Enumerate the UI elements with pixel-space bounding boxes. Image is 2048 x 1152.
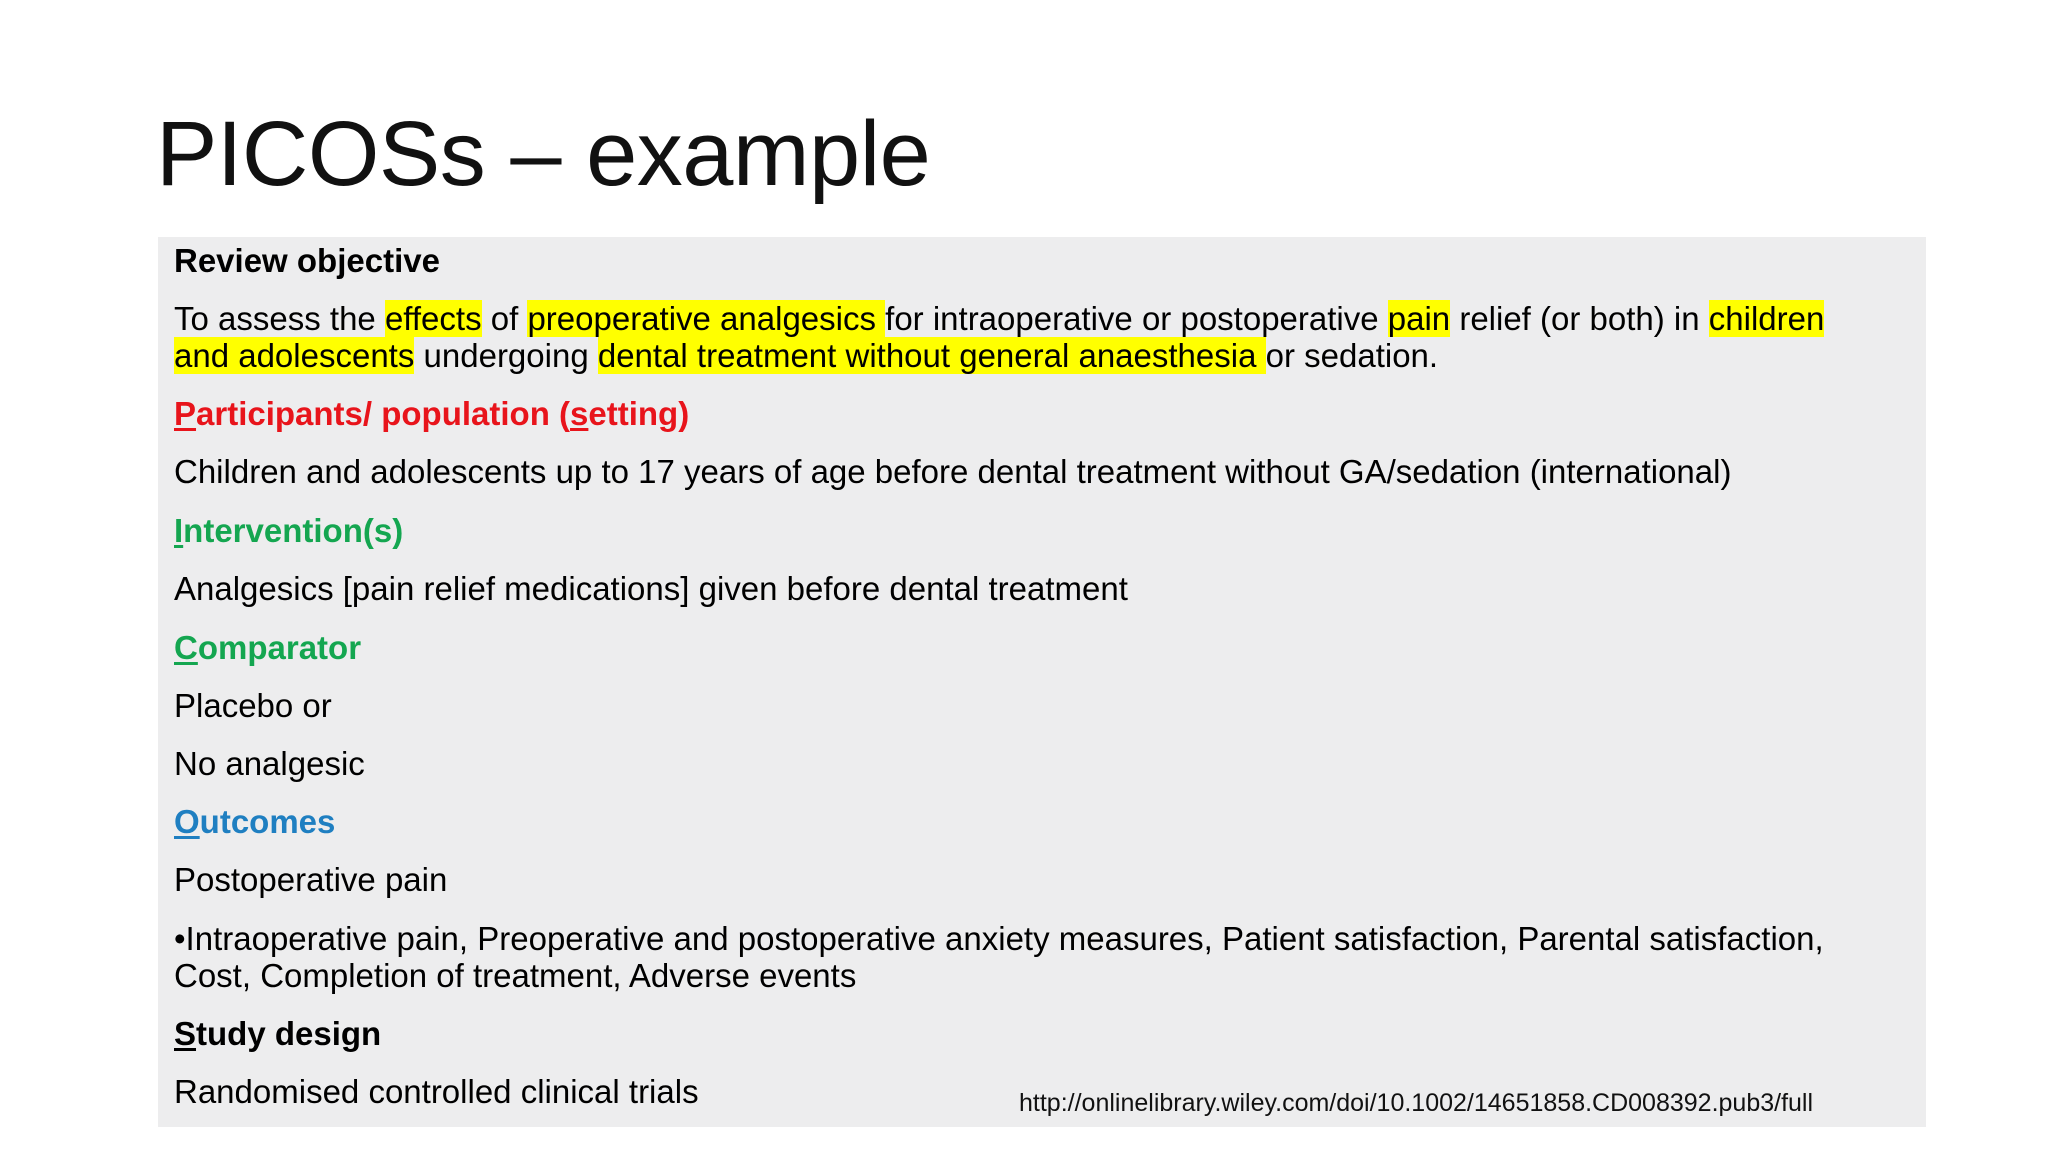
study-design-text: Randomised controlled clinical trials bbox=[174, 1073, 699, 1110]
comparator-item: Placebo or bbox=[174, 687, 332, 724]
comparator-heading bbox=[174, 629, 361, 666]
highlighted-phrase: dental treatment without general anaesthesia bbox=[597, 337, 1266, 374]
outcomes-heading-rest: utcomes bbox=[199, 803, 336, 840]
text-segment: undergoing bbox=[414, 337, 598, 374]
intervention-heading bbox=[174, 512, 403, 549]
heading-text-segment: articipants/ population ( bbox=[196, 395, 571, 432]
study-design-heading-initial: S bbox=[174, 1015, 197, 1052]
comparator-item: No analgesic bbox=[174, 745, 365, 782]
text-segment: of bbox=[481, 300, 528, 337]
intervention-heading-rest: ntervention(s) bbox=[183, 512, 404, 549]
text-segment: relief (or both) in bbox=[1450, 300, 1709, 337]
review-objective-heading: Review objective bbox=[174, 242, 440, 279]
outcomes-primary: Postoperative pain bbox=[174, 861, 448, 898]
comparator-heading-rest: omparator bbox=[197, 629, 362, 666]
highlighted-phrase: children bbox=[1708, 300, 1825, 337]
comparator-heading-initial: C bbox=[174, 629, 198, 666]
heading-text-segment: etting) bbox=[588, 395, 690, 432]
highlighted-phrase: pain bbox=[1387, 300, 1451, 337]
heading-initial-letter: P bbox=[174, 395, 197, 432]
review-objective-line-2 bbox=[174, 337, 1438, 374]
highlighted-phrase: and adolescents bbox=[174, 337, 415, 374]
outcomes-heading-initial: O bbox=[174, 803, 200, 840]
intervention-text: Analgesics [pain relief medications] given before dental treatment bbox=[174, 570, 1128, 607]
intervention-heading-initial: I bbox=[174, 512, 184, 549]
picos-content-box bbox=[158, 237, 1926, 1127]
study-design-heading bbox=[174, 1015, 381, 1052]
heading-initial-letter: s bbox=[570, 395, 589, 432]
outcomes-heading bbox=[174, 803, 335, 840]
text-segment: for intraoperative or postoperative bbox=[885, 300, 1388, 337]
review-objective-line-1 bbox=[174, 300, 1824, 337]
slide-title: PICOSs – example bbox=[156, 103, 931, 205]
participants-text: Children and adolescents up to 17 years of age before dental treatment without GA/sedation (international) bbox=[174, 453, 1732, 490]
text-segment: or sedation. bbox=[1265, 337, 1439, 374]
study-design-heading-rest: tudy design bbox=[196, 1015, 382, 1052]
highlighted-phrase: effects bbox=[384, 300, 482, 337]
outcomes-secondary-line-2: Cost, Completion of treatment, Adverse events bbox=[174, 957, 857, 994]
outcomes-secondary-line-1: •Intraoperative pain, Preoperative and postoperative anxiety measures, Patient satisfaction, Parental satisfaction, bbox=[174, 920, 1824, 957]
highlighted-phrase: preoperative analgesics bbox=[527, 300, 886, 337]
source-url-link[interactable]: http://onlinelibrary.wiley.com/doi/10.1002/14651858.CD008392.pub3/full bbox=[1019, 1089, 1814, 1117]
text-segment: To assess the bbox=[174, 300, 385, 337]
participants-heading bbox=[174, 395, 689, 432]
